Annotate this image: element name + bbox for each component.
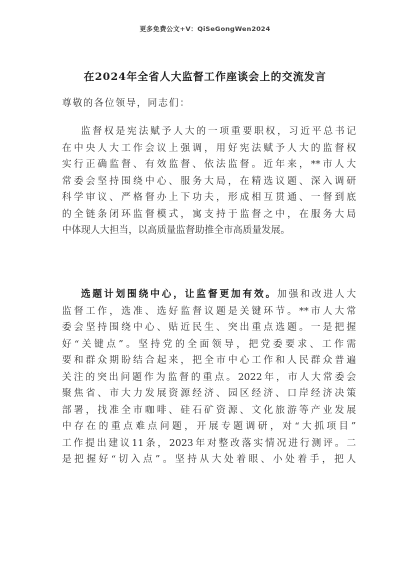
paragraph-line: 常委会坚持围绕中心、服务大局，在精选议题、深入调研	[62, 175, 356, 187]
paragraph-line: 监督工作，选准、选好监督议题是关键环节。**市人大常	[62, 305, 356, 317]
paragraph-line: 好“关键点”。坚持党的全面领导，把党委要求、工作需	[62, 338, 356, 350]
section-heading: 选题计划围绕中心，让监督更加有效。	[81, 289, 278, 300]
paragraph-first-line	[62, 287, 356, 304]
paragraph-line: 要和群众期盼结合起来，把全市中心工作和人民群众普遍	[62, 355, 356, 366]
paragraph-line: 是把握好“切入点”。坚持从大处着眼、小处着手，把人	[62, 454, 356, 465]
salutation: 尊敬的各位领导，同志们：	[62, 98, 191, 109]
paragraph-line: 委会坚持围绕中心、贴近民生、突出重点选题。一是把握	[62, 322, 356, 333]
paragraph-1	[62, 124, 356, 240]
paragraph-line: 监督权是宪法赋予人大的一项重要职权，习近平总书记	[81, 126, 356, 137]
paragraph-line: 部署，找准全市咖啡、硅石矿资源、文化旅游等产业发展	[62, 404, 356, 416]
header-note: 更多免费公文+V：QiSeGongWen2024	[139, 25, 271, 33]
document-title: 在2024年全省人大监督工作座谈会上的交流发言	[83, 71, 327, 83]
paragraph-line: 关注的突出问题作为监督的重点。2022年，市人大常委会	[62, 371, 356, 383]
heading-line-rest: 加强和改进人大	[277, 289, 356, 300]
paragraph-line: 科学审议、严格督办上下功夫，形成相互贯通、一督到底	[62, 192, 356, 203]
paragraph-line: 的全链条闭环监督模式，寓支持于监督之中，在服务大局	[62, 208, 356, 220]
paragraph-line: 在中央人大工作会议上强调，用好宪法赋予人大的监督权	[62, 142, 356, 154]
paragraph-2	[62, 287, 356, 469]
paragraph-line: 工作提出建议11条，2023年对整改落实情况进行测评。二	[62, 437, 356, 449]
paragraph-line: 实行正确监督、有效监督、依法监督。近年来，**市人大	[62, 159, 356, 170]
paragraph-line: 中体现人大担当，以高质量监督助推全市高质量发展。	[62, 225, 291, 236]
paragraph-line: 中存在的重点难点问题，开展专题调研，对“大抓项目”	[62, 421, 356, 432]
paragraph-line: 聚焦省、市大力发展资源经济、园区经济、口岸经济决策	[62, 388, 356, 399]
